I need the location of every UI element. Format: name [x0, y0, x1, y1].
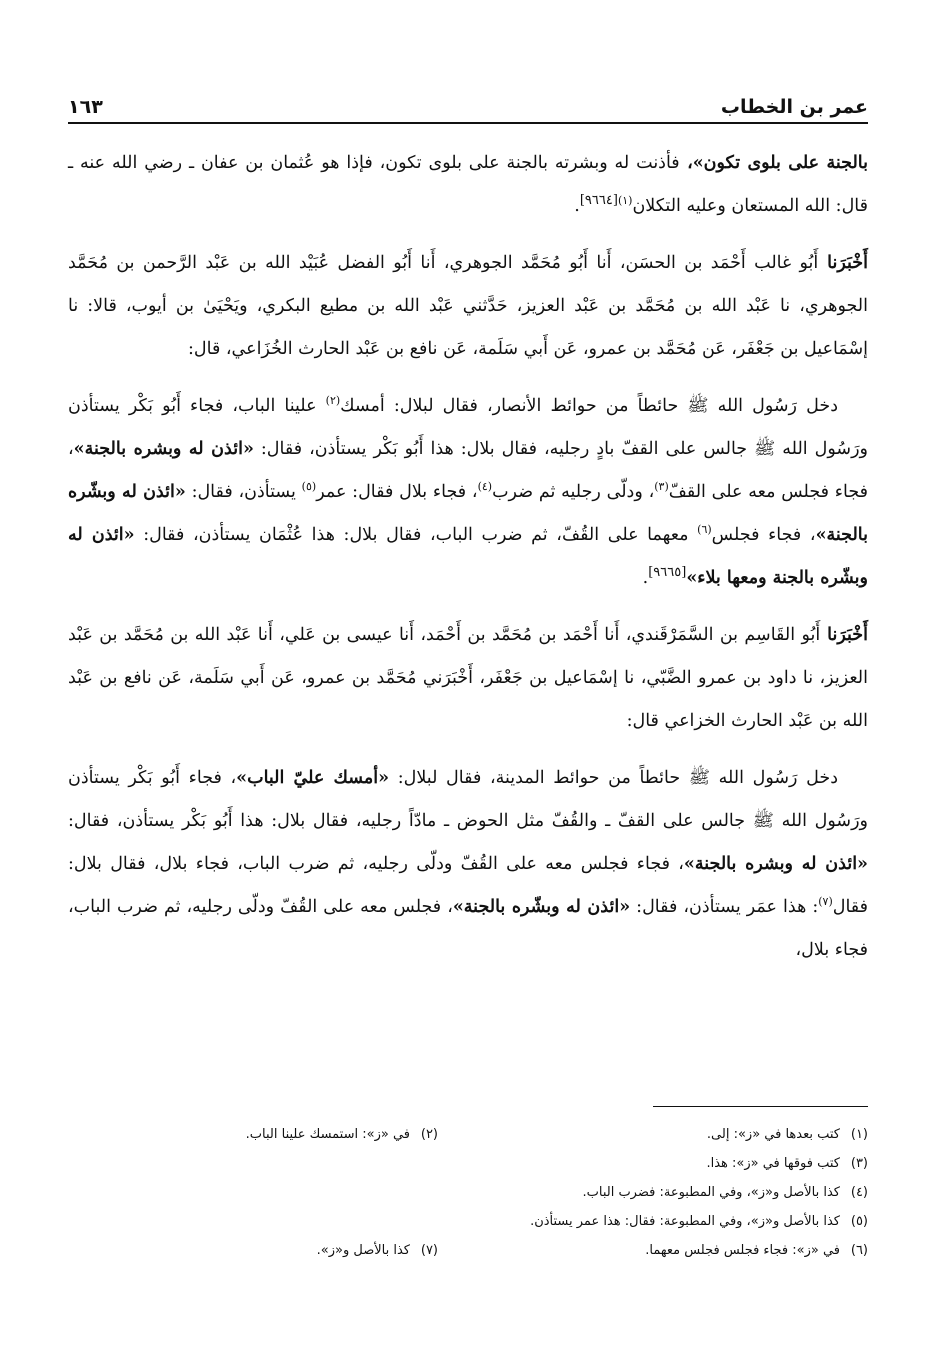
footnote-row: [68, 1120, 868, 1149]
text-segment: .: [574, 196, 580, 216]
running-header: [68, 90, 868, 124]
footnote-number: (٣): [850, 1156, 868, 1171]
text-segment: : هذا عمَر يستأذن، فقال:: [630, 897, 819, 917]
footnote-row: [68, 1236, 868, 1265]
footnote-row: [68, 1149, 868, 1178]
text-segment: ، ودلّى رجليه ثم ضرب: [492, 482, 655, 502]
page-number: ١٦٣: [68, 96, 103, 118]
hadith-reference: [٩٦٦٤]: [579, 193, 618, 209]
footnote: [706, 1149, 868, 1178]
footnote-text: في «ز»: فجاء فجلس فجلس معهما.: [645, 1243, 840, 1258]
footnote: [438, 1120, 868, 1149]
footnote-text: كذا بالأصل و«ز»، وفي المطبوعة: فقال: هذا عمر يستأذن.: [530, 1214, 840, 1229]
main-text: [68, 142, 868, 972]
paragraph: [68, 385, 868, 600]
paragraph: [68, 757, 868, 972]
text-segment: دخل رَسُول الله ﷺ حائطاً من حوائط الأنصار، فقال لبلال: أمسك: [340, 396, 838, 416]
footnote-text: كتب فوقها في «ز»: هذا.: [706, 1156, 840, 1171]
bold-text: «ائذن له وبشّره بالجنة»: [68, 482, 868, 545]
text-segment: .: [642, 568, 649, 588]
footnote: [317, 1236, 438, 1265]
text-segment: فأذنت له وبشرته بالجنة على بلوى تكون، فإذا هو عُثمان بن عفان ـ رضي الله عنه ـ قال: الله المستعان وعليه التكلان: [68, 153, 868, 216]
footnote-marker: (١): [617, 194, 633, 208]
footnote-text: كتب بعدها في «ز»: إلى.: [706, 1127, 840, 1142]
text-segment: أَبُو القَاسِم بن السَّمَرْقَندي، أَنا أَحْمَد بن مُحَمَّد بن أَحْمَد، أَنا عيسى بن عَلي، أَنا عَبْد الله بن مُحَمَّد بن عَبْد العزيز، نا داود بن عمرو الضَّبّي، نا إسْمَاعيل بن جَعْفَر، أَخْبَرَني مُحَمَّد بن عمرو، عَن أَبي سَلَمة، عَن نافع بن عَبْد الله بن عَبْد الحارث الخزاعي قال:: [68, 625, 868, 731]
footnote-number: (٢): [420, 1127, 438, 1142]
bold-text: أَخْبَرَنا: [818, 253, 868, 273]
footnote: [530, 1207, 868, 1236]
footnote-text: كذا بالأصل و«ز»، وفي المطبوعة: فضرب الباب.: [582, 1185, 840, 1200]
text-segment: ، فجاء فجلس معه على القُفّ ودلّى رجليه، ثم ضرب الباب، فجاء بلال، فقال بلال: فقال: [68, 854, 869, 917]
text-segment: ، فجاء بلال فقال: عمر: [316, 482, 478, 502]
paragraph: [68, 242, 868, 371]
footnote-marker: (٣): [654, 480, 669, 494]
book-page: [68, 90, 869, 1258]
bold-text: «أمسك عليّ الباب»: [236, 768, 390, 788]
footnote-marker: (٧): [818, 895, 833, 909]
hadith-reference: [٩٦٦٥]: [648, 565, 687, 581]
running-title: عمر بن الخطاب: [720, 96, 868, 118]
footnote-text: كذا بالأصل و«ز».: [316, 1243, 410, 1258]
footnote-text: في «ز»: استمسك علينا الباب.: [245, 1127, 410, 1142]
footnote-marker: (٦): [697, 523, 712, 537]
footnote-number: (٥): [850, 1214, 868, 1229]
bold-text: بالجنة على بلوى تكون»،: [679, 153, 868, 173]
footnote-number: (٤): [850, 1185, 868, 1200]
paragraph: [68, 614, 868, 743]
text-segment: يستأذن، فقال:: [185, 482, 302, 502]
footnote-marker: (٢): [325, 394, 341, 408]
text-segment: دخل رَسُول الله ﷺ حائطاً من حوائط المدينة، فقال لبلال:: [389, 768, 838, 788]
text-segment: أَبُو غالب أَحْمَد بن الحسَن، أَنا أَبُو مُحَمَّد الجوهري، أَنا أَبُو الفضل عُبَيْد الله بن عَبْد الرَّحمن بن مُحَمَّد الجوهري، نا عَبْد الله بن مُحَمَّد بن عَبْد العزيز، حَدَّثني عَبْد الله بن مطيع البكري، ويَحْيَىٰ بن أيوب، قالا: نا إسْمَاعيل بن جَعْفَر، عَن مُحَمَّد بن عمرو، عَن أَبي سَلَمة، عَن نافع بن عَبْد الحارث الخُزَاعي، قال:: [68, 253, 868, 359]
bold-text: «ائذن له وبشره بالجنة»: [73, 439, 254, 459]
bold-text: «ائذن له وبشره بالجنة»: [683, 854, 868, 874]
text-segment: ، فجاء فجلس: [711, 525, 816, 545]
footnote-marker: (٥): [301, 480, 317, 494]
footnote-marker: (٤): [477, 480, 493, 494]
footnote-row: [68, 1178, 868, 1207]
footnote: [438, 1236, 868, 1265]
text-segment: ، فجاء أَبُو بَكْر يستأذن ورَسُول الله ﷺ جالس على القفّ ـ والقُفّ مثل الحوض ـ مادّاً رجليه، فقال بلال: هذا أَبُو بَكْر يستأذن، فقال:: [68, 768, 868, 831]
footnote-row: [68, 1207, 868, 1236]
footnote: [582, 1178, 868, 1207]
footnotes: [68, 1120, 868, 1265]
text-segment: علينا الباب، فجاء أَبُو بَكْر يستأذن ورَسُول الله ﷺ جالس على القفّ بادٍ رجليه، فقال بلال: هذا أَبُو بَكْر يستأذن، فقال:: [68, 396, 868, 459]
bold-text: أَخْبَرَنا: [820, 625, 868, 645]
text-segment: ، فجاء فجلس معه على القفّ: [68, 439, 868, 502]
text-segment: معهما على القُفّ، ثم ضرب الباب، فقال بلال: هذا عُثْمَان يستأذن، فقال:: [134, 525, 698, 545]
footnote-separator: [653, 1106, 868, 1107]
footnote-number: (١): [850, 1127, 868, 1142]
bold-text: «ائذن له وبشّره بالجنة»: [452, 897, 631, 917]
bold-text: «ائذن له وبشّره بالجنة ومعها بلاء»: [68, 525, 868, 588]
footnote: [246, 1120, 438, 1149]
paragraph: [68, 142, 868, 228]
footnote-number: (٧): [420, 1243, 438, 1258]
text-segment: ، فجلس معه على القُفّ ودلّى رجليه، ثم ضرب الباب، فجاء بلال،: [68, 897, 868, 960]
footnote-number: (٦): [850, 1243, 868, 1258]
